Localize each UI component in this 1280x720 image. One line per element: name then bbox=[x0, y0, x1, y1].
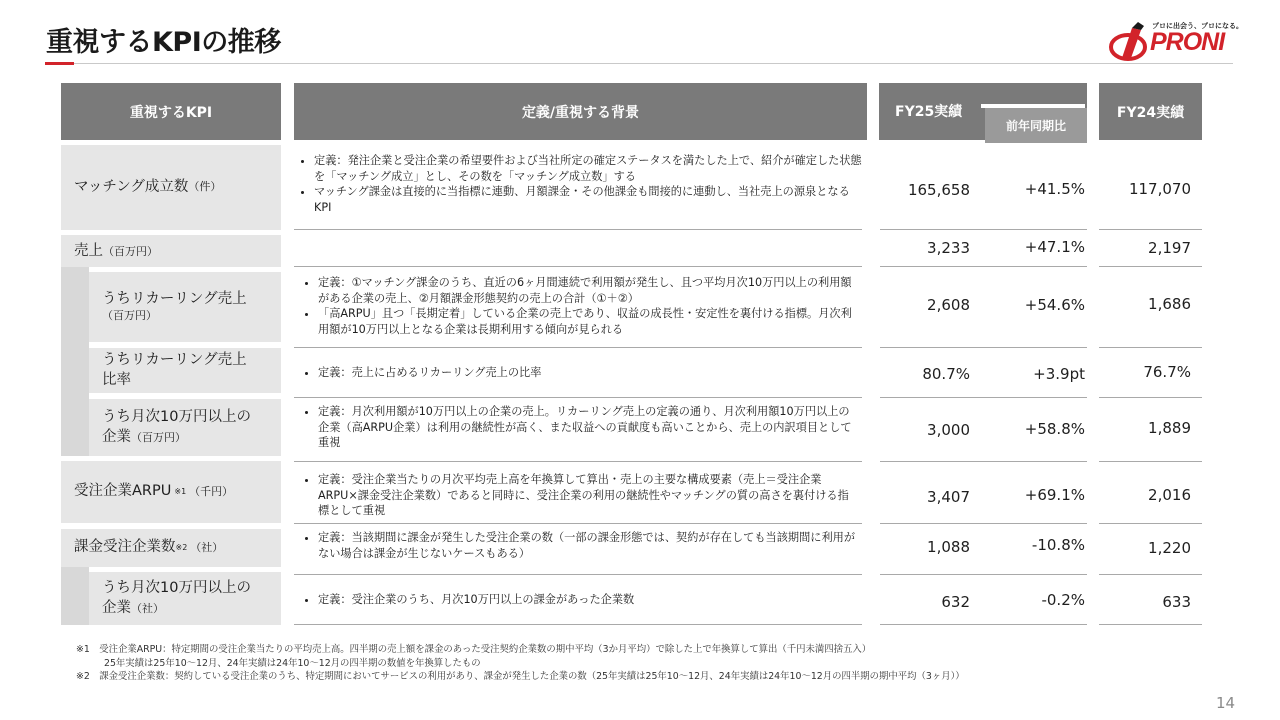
fy25-value: 632 bbox=[941, 593, 970, 611]
logo-wordmark: PRONI bbox=[1150, 28, 1225, 56]
fy25-value: 2,608 bbox=[927, 296, 970, 314]
yoy-value: +54.6% bbox=[1024, 296, 1085, 314]
desc-arpu bbox=[300, 472, 856, 519]
footnote-2: ※2 課金受注企業数：契約している受注企業のうち、特定期間においてサービスの利用があり、課金が発生した企業の数（25年実績は25年10～12月、24年実績は24年10～12月の四半期の期中平均（3ヶ月）） bbox=[76, 671, 965, 682]
footnote-1: ※1 受注企業ARPU：特定期間の受注企業当たりの平均売上高。四半期の売上額を課金のあった受注契約企業数の期中平均（3か月平均）で除した上で年換算して算出（千円未満四捨五入） bbox=[76, 644, 872, 655]
logo-tagline: プロに出会う、プロになる。 bbox=[1152, 22, 1243, 30]
desc-list bbox=[300, 275, 856, 337]
title-divider bbox=[45, 63, 1233, 64]
row-divider bbox=[294, 523, 862, 524]
fy25-value: 3,407 bbox=[927, 488, 970, 506]
kpi-label-high-arpu-clients bbox=[89, 572, 281, 625]
desc-item: • 定義：受注企業当たりの月次平均売上高を年換算して算出・売上の主要な構成要素（売上＝受注企業ARPU×課金受注企業数）であると同時に、受注企業の利用の継続性やマッチングの質の高さを裏付ける指標として重視 bbox=[318, 472, 856, 519]
yoy-value: +47.1% bbox=[1024, 238, 1085, 256]
footnote-1-cont: 25年実績は25年10～12月、24年実績は24年10～12月の四半期の数値を年換算したもの bbox=[104, 658, 481, 669]
row-divider bbox=[880, 523, 1087, 524]
kpi-footnote-ref: ※1 bbox=[174, 486, 187, 496]
kpi-unit: （件） bbox=[188, 180, 222, 194]
kpi-label-recurring-ratio bbox=[89, 348, 281, 393]
row-divider bbox=[294, 461, 862, 462]
kpi-name-line1: うち月次10万円以上の bbox=[102, 579, 251, 596]
title-accent-bar bbox=[45, 62, 74, 65]
kpi-label-matching bbox=[61, 145, 281, 230]
row-divider bbox=[1099, 397, 1202, 398]
row-divider bbox=[880, 229, 1087, 230]
header-definition: 定義/重視する背景 bbox=[294, 83, 867, 140]
row-divider bbox=[1099, 229, 1202, 230]
desc-high-arpu-revenue bbox=[300, 404, 856, 451]
revenue-group-bar bbox=[61, 267, 89, 456]
desc-item: • 定義：①マッチング課金のうち、直近の6ヶ月間連続で利用額が発生し、且つ平均月次10万円以上の利用額がある企業の売上、②月額課金形態契約の売上の合計（①＋②） bbox=[318, 275, 856, 306]
desc-list bbox=[300, 404, 856, 451]
desc-list bbox=[296, 153, 864, 215]
kpi-name-line2: 比率 bbox=[102, 371, 131, 388]
desc-item: • 定義：当該期間に課金が発生した受注企業の数（一部の課金形態では、契約が存在しても当該期間に利用がない場合は課金が生じないケースもある） bbox=[318, 530, 856, 561]
desc-item: • 定義：発注企業と受注企業の希望要件および当社所定の確定ステータスを満たした上で、紹介が確定した状態を「マッチング成立」とし、その数を「マッチング成立数」する bbox=[314, 153, 864, 184]
page-title: 重視するKPIの推移 bbox=[46, 27, 281, 58]
kpi-footnote-ref: ※2 bbox=[175, 542, 188, 552]
kpi-unit: （百万円） bbox=[103, 245, 158, 258]
yoy-value: -10.8% bbox=[1031, 536, 1085, 554]
kpi-name-line1: うち月次10万円以上の bbox=[102, 408, 251, 425]
row-divider bbox=[880, 347, 1087, 348]
kpi-unit: （百万円） bbox=[131, 430, 186, 444]
desc-high-arpu-clients bbox=[300, 592, 856, 608]
fy24-value: 633 bbox=[1162, 593, 1191, 611]
desc-recurring-ratio bbox=[300, 365, 856, 381]
row-divider bbox=[294, 574, 862, 575]
row-divider bbox=[1099, 523, 1202, 524]
row-divider bbox=[294, 347, 862, 348]
fy25-value: 80.7% bbox=[922, 365, 970, 383]
fy24-value: 2,197 bbox=[1148, 239, 1191, 257]
row-divider bbox=[1099, 347, 1202, 348]
fy24-value: 76.7% bbox=[1143, 363, 1191, 381]
desc-item: • 「高ARPU」且つ「長期定着」している企業の売上であり、収益の成長性・安定性を裏付ける指標。月次利用額が10万円以上となる企業は長期利用する傾向が見られる bbox=[318, 306, 856, 337]
row-divider bbox=[1099, 461, 1202, 462]
row-divider bbox=[880, 574, 1087, 575]
yoy-value: +69.1% bbox=[1024, 486, 1085, 504]
desc-recurring bbox=[300, 275, 856, 337]
desc-item: • 定義：受注企業のうち、月次10万円以上の課金があった企業数 bbox=[318, 592, 856, 608]
row-divider bbox=[880, 624, 1087, 625]
header-fy24: FY24実績 bbox=[1099, 83, 1202, 140]
proni-mark-icon bbox=[1108, 20, 1152, 64]
desc-item: • 定義：売上に占めるリカーリング売上の比率 bbox=[318, 365, 856, 381]
header-kpi: 重視するKPI bbox=[61, 83, 281, 140]
kpi-unit: （百万円） bbox=[102, 309, 157, 323]
row-divider bbox=[294, 397, 862, 398]
yoy-value: -0.2% bbox=[1041, 591, 1085, 609]
kpi-name-line2: 企業 bbox=[102, 599, 131, 616]
desc-item: • 定義：月次利用額が10万円以上の企業の売上。リカーリング売上の定義の通り、月次利用額10万円以上の企業（高ARPU企業）は利用の継続性が高く、また収益への貢献度も高いことから、売上の内訳項目として重視 bbox=[318, 404, 856, 451]
fy24-value: 2,016 bbox=[1148, 486, 1191, 504]
row-divider bbox=[294, 229, 862, 230]
page-number: 14 bbox=[1216, 694, 1236, 712]
fy24-value: 1,889 bbox=[1148, 419, 1191, 437]
billed-group-bar bbox=[61, 567, 89, 625]
fy24-value: 1,220 bbox=[1148, 539, 1191, 557]
kpi-name: 課金受注企業数 bbox=[74, 539, 176, 556]
desc-billed-clients bbox=[300, 530, 856, 561]
fy25-value: 165,658 bbox=[907, 181, 970, 199]
desc-item: • マッチング課金は直接的に当指標に連動、月額課金・その他課金も間接的に連動し、当社売上の源泉となるKPI bbox=[314, 184, 864, 215]
fy25-value: 3,233 bbox=[927, 239, 970, 257]
yoy-value: +41.5% bbox=[1024, 180, 1085, 198]
header-fy25: FY25実績 bbox=[895, 103, 963, 120]
kpi-label-arpu bbox=[61, 461, 281, 523]
row-divider bbox=[294, 266, 862, 267]
desc-list bbox=[300, 365, 856, 381]
row-divider bbox=[1099, 266, 1202, 267]
row-divider bbox=[880, 461, 1087, 462]
yoy-value: +58.8% bbox=[1024, 420, 1085, 438]
row-divider bbox=[880, 397, 1087, 398]
kpi-label-recurring bbox=[89, 272, 281, 342]
kpi-unit: （社） bbox=[190, 540, 224, 554]
fy25-value: 1,088 bbox=[927, 538, 970, 556]
row-divider bbox=[1099, 624, 1202, 625]
row-divider bbox=[880, 266, 1087, 267]
kpi-name: 売上 bbox=[74, 243, 103, 259]
kpi-name: 受注企業ARPU bbox=[74, 483, 172, 500]
yoy-value: +3.9pt bbox=[1033, 365, 1085, 383]
row-divider bbox=[1099, 574, 1202, 575]
header-yoy: 前年同期比 bbox=[985, 108, 1087, 143]
kpi-label-revenue bbox=[61, 235, 281, 267]
fy24-value: 1,686 bbox=[1148, 295, 1191, 313]
row-divider bbox=[294, 624, 862, 625]
kpi-name: うちリカーリング売上 bbox=[102, 290, 247, 307]
desc-list bbox=[300, 472, 856, 519]
desc-list bbox=[300, 592, 856, 608]
kpi-name-line2: 企業 bbox=[102, 428, 131, 445]
desc-list bbox=[300, 530, 856, 561]
kpi-unit: （千円） bbox=[189, 484, 234, 498]
fy25-value: 3,000 bbox=[927, 421, 970, 439]
fy24-value: 117,070 bbox=[1128, 180, 1191, 198]
kpi-name: マッチング成立数 bbox=[74, 178, 189, 195]
kpi-unit: （社） bbox=[131, 601, 164, 615]
desc-matching bbox=[296, 153, 864, 215]
kpi-name-line1: うちリカーリング売上 bbox=[102, 351, 247, 368]
kpi-label-billed-clients bbox=[61, 529, 281, 567]
kpi-label-high-arpu-revenue bbox=[89, 399, 281, 456]
